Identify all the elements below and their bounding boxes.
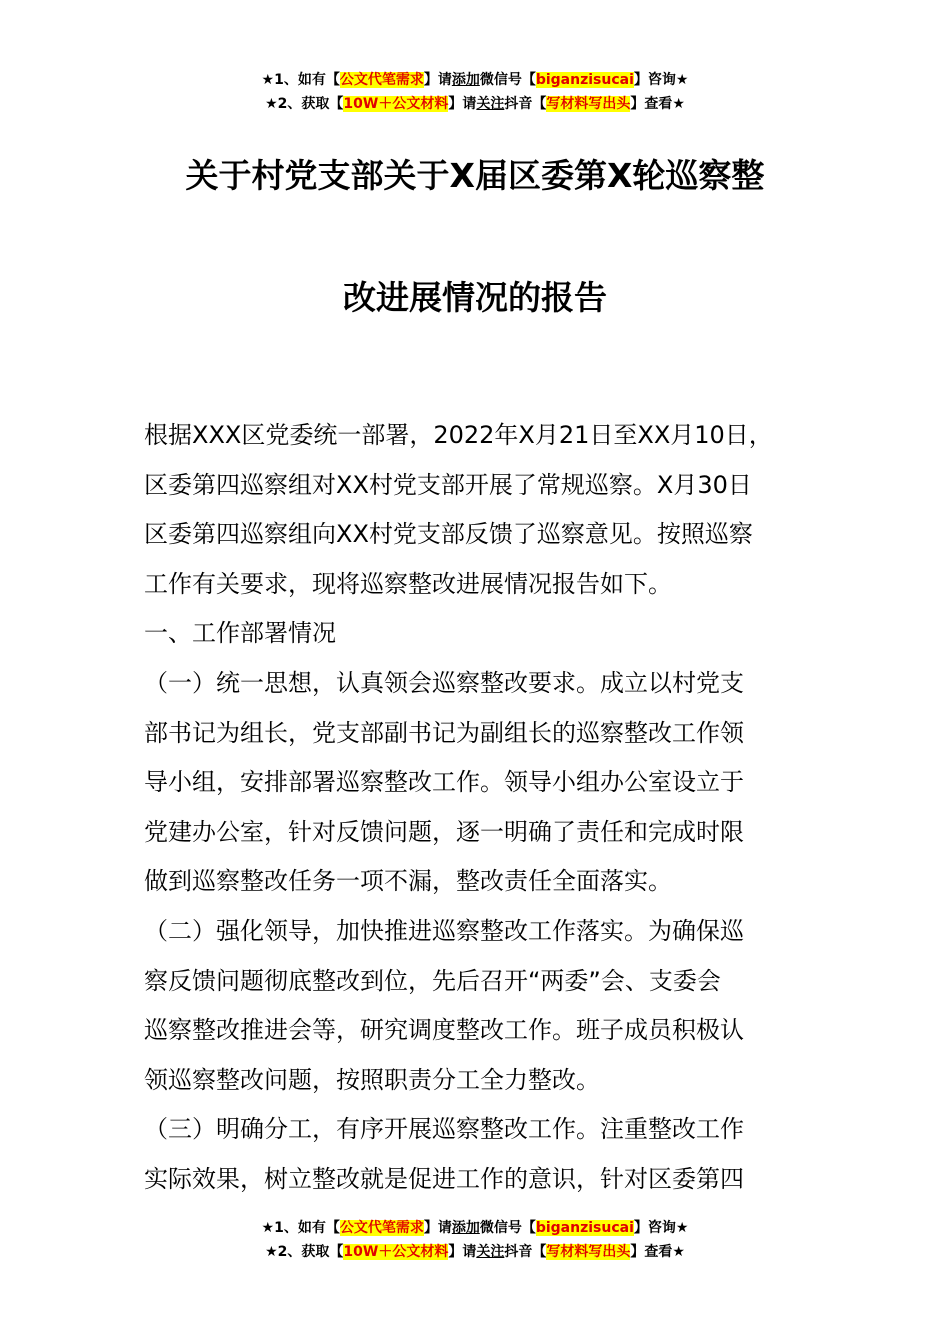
banner-text: ★2、获取【 xyxy=(265,1244,344,1260)
body-line: 巡察整改推进会等，研究调度整改工作。班子成员积极认 xyxy=(144,1016,744,1045)
banner-text: 抖音【 xyxy=(504,1244,547,1260)
body-line: 部书记为组长，党支部副书记为副组长的巡察整改工作领 xyxy=(144,718,744,747)
header-banner xyxy=(0,68,950,116)
banner-text: ★1、如有【 xyxy=(261,72,340,88)
banner-text: ★1、如有【 xyxy=(261,1220,340,1236)
document-title-line-2: 改进展情况的报告 xyxy=(343,278,607,317)
body-line: 根据XXX区党委统一部署，2022年X月21日至XX月10日， xyxy=(144,421,773,449)
body-line: 工作有关要求，现将巡察整改进展情况报告如下。 xyxy=(144,569,672,598)
banner-text: 】咨询★ xyxy=(633,1220,689,1236)
banner-highlight: 写材料写出头 xyxy=(546,1244,631,1260)
body-line: 察反馈问题彻底整改到位，先后召开“两委”会、支委会 xyxy=(144,966,721,995)
banner-line-1 xyxy=(0,68,950,92)
banner-highlight: biganzisucai xyxy=(535,1220,634,1236)
body-line: 区委第四巡察组对XX村党支部开展了常规巡察。X月30日 xyxy=(144,470,752,499)
banner-text: 抖音【 xyxy=(504,96,547,112)
banner-highlight: 公文代笔需求 xyxy=(339,1220,424,1236)
banner-highlight: 写材料写出头 xyxy=(546,96,631,112)
banner-underlined: 关注 xyxy=(476,1244,505,1260)
footer-banner xyxy=(0,1216,950,1264)
banner-text: 】查看★ xyxy=(630,96,685,112)
banner-text: 】查看★ xyxy=(630,1244,685,1260)
banner-text: 】请 xyxy=(423,72,452,88)
banner-text: 微信号【 xyxy=(479,72,536,88)
body-line: （二）强化领导，加快推进巡察整改工作落实。为确保巡 xyxy=(144,916,744,945)
banner-text: ★2、获取【 xyxy=(265,96,344,112)
banner-underlined: 添加 xyxy=(451,1220,480,1236)
banner-underlined: 添加 xyxy=(451,72,480,88)
banner-text: 】请 xyxy=(423,1220,452,1236)
banner-highlight: 10W＋公文材料 xyxy=(343,1244,449,1260)
banner-text: 】咨询★ xyxy=(633,72,689,88)
banner-text: 】请 xyxy=(448,96,477,112)
body-line: 做到巡察整改任务一项不漏，整改责任全面落实。 xyxy=(144,867,672,896)
banner-highlight: biganzisucai xyxy=(535,72,634,88)
body-line: 领巡察整改问题，按照职责分工全力整改。 xyxy=(144,1065,600,1094)
banner-text: 】请 xyxy=(448,1244,477,1260)
document-body xyxy=(144,411,834,1205)
banner-line-2 xyxy=(0,1240,950,1264)
body-line: 导小组，安排部署巡察整改工作。领导小组办公室设立于 xyxy=(144,768,744,797)
body-line: 实际效果，树立整改就是促进工作的意识，针对区委第四 xyxy=(144,1164,744,1193)
body-line: 党建办公室，针对反馈问题，逐一明确了责任和完成时限 xyxy=(144,817,744,846)
banner-line-2 xyxy=(0,92,950,116)
banner-text: 微信号【 xyxy=(479,1220,536,1236)
body-line: （一）统一思想，认真领会巡察整改要求。成立以村党支 xyxy=(144,668,744,697)
banner-line-1 xyxy=(0,1216,950,1240)
banner-underlined: 关注 xyxy=(476,96,505,112)
body-line: （三）明确分工，有序开展巡察整改工作。注重整改工作 xyxy=(144,1115,744,1144)
banner-highlight: 10W＋公文材料 xyxy=(343,96,449,112)
body-line: 区委第四巡察组向XX村党支部反馈了巡察意见。按照巡察 xyxy=(144,520,753,549)
document-title-line-1: 关于村党支部关于X届区委第X轮巡察整 xyxy=(185,156,765,195)
section-heading: 一、工作部署情况 xyxy=(144,619,336,648)
banner-highlight: 公文代笔需求 xyxy=(339,72,424,88)
